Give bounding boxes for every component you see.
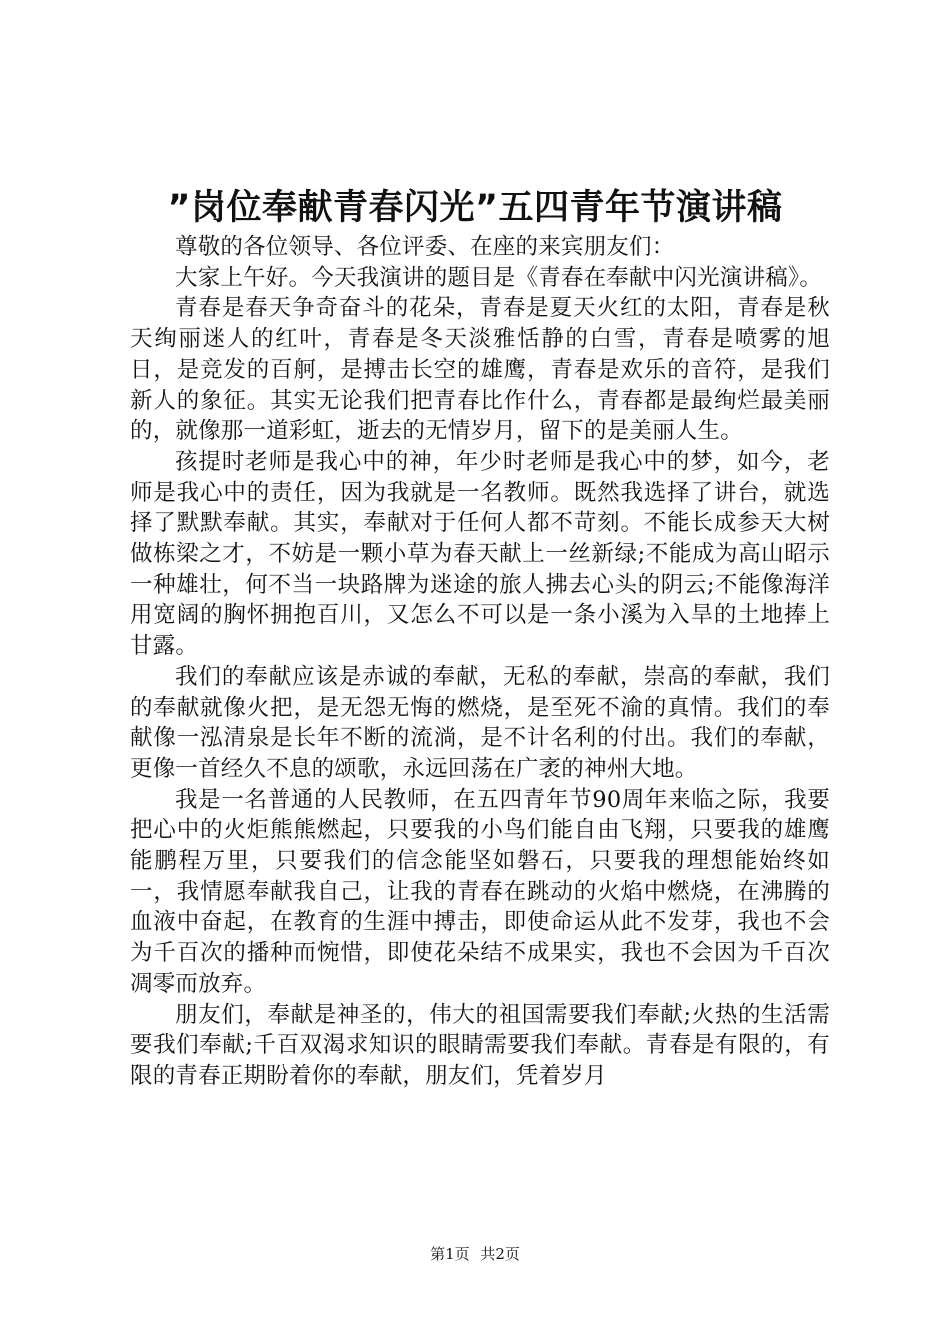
paragraph-youth: 青春是春天争奇奋斗的花朵，青春是夏天火红的太阳，青春是秋天绚丽迷人的红叶，青春是冬天淡雅恬静的白雪，青春是喷雾的旭日，是竞发的百舸，是搏击长空的雄鹰，青春是欢乐的音符，是我们新人的象征。其实无论我们把青春比作什么，青春都是最绚烂最美丽的，就像那一道彩虹，逝去的无情岁月，留下的是美丽人生。 [130, 295, 830, 445]
page-number-total: 共2页 [480, 1245, 520, 1263]
paragraph-friends: 朋友们，奉献是神圣的，伟大的祖国需要我们奉献;火热的生活需要我们奉献;千百双渴求知识的眼睛需要我们奉献。青春是有限的，有限的青春正期盼着你的奉献，朋友们，凭着岁月 [130, 1001, 830, 1089]
page-number-current: 第1页 [430, 1245, 470, 1263]
paragraph-teacher: 孩提时老师是我心中的神，年少时老师是我心中的梦，如今，老师是我心中的责任，因为我就是一名教师。既然我选择了讲台，就选择了默默奉献。其实，奉献对于任何人都不苛刻。不能长成参天大树做栋梁之才，不妨是一颗小草为春天献上一丝新绿;不能成为高山昭示一种雄壮，何不当一块路牌为迷途的旅人拂去心头的阴云;不能像海洋用宽阔的胸怀拥抱百川，又怎么不可以是一条小溪为入旱的土地捧上甘露。 [130, 448, 830, 660]
paragraph-intro: 大家上午好。今天我演讲的题目是《青春在奉献中闪光演讲稿》。 [175, 264, 823, 291]
paragraph-pledge: 我是一名普通的人民教师，在五四青年节90周年来临之际，我要把心中的火炬熊熊燃起，只要我的小鸟们能自由飞翔，只要我的雄鹰能鹏程万里，只要我们的信念能坚如磐石，只要我的理想能始终如一，我情愿奉献我自己，让我的青春在跳动的火焰中燃烧，在沸腾的血液中奋起，在教育的生涯中搏击，即使命运从此不发芽，我也不会为千百次的播种而惋惜，即使花朵结不成果实，我也不会因为千百次凋零而放弃。 [130, 786, 830, 997]
paragraph-greeting: 尊敬的各位领导、各位评委、在座的来宾朋友们： [175, 234, 675, 260]
page-footer [0, 1244, 950, 1264]
document-body [130, 232, 830, 1092]
paragraph-dedication: 我们的奉献应该是赤诚的奉献，无私的奉献，崇高的奉献，我们的奉献就像火把，是无怨无悔的燃烧，是至死不渝的真情。我们的奉献像一泓清泉是长年不断的流淌，是不计名利的付出。我们的奉献，更像一首经久不息的颂歌，永远回荡在广袤的神州大地。 [130, 663, 830, 782]
document-title: ”岗位奉献青春闪光”五四青年节演讲稿 [167, 188, 783, 228]
